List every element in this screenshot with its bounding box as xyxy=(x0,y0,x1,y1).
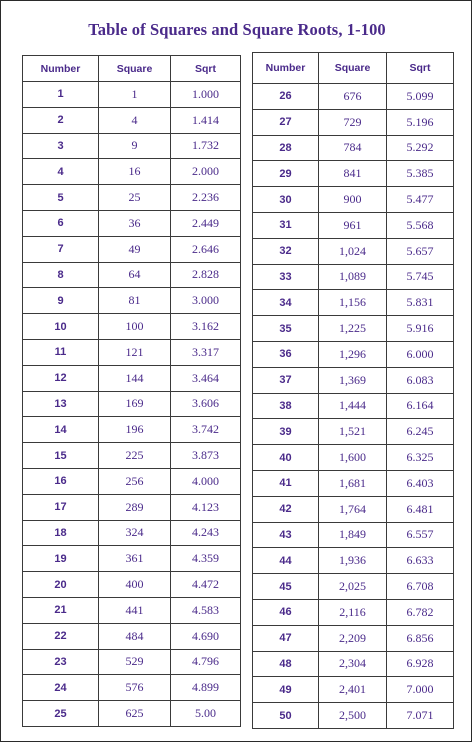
table-row xyxy=(253,703,454,729)
sqrt-cell: 5.196 xyxy=(387,109,454,135)
table-row xyxy=(253,522,454,548)
table-row xyxy=(253,290,454,316)
square-cell: 900 xyxy=(319,187,387,213)
number-cell: 11 xyxy=(23,339,99,365)
header-square: Square xyxy=(319,53,387,84)
sqrt-cell: 6.782 xyxy=(387,599,454,625)
sqrt-cell: 2.449 xyxy=(171,210,241,236)
square-cell: 16 xyxy=(99,159,171,185)
header-number: Number xyxy=(23,56,99,82)
sqrt-cell: 5.477 xyxy=(387,187,454,213)
table-row xyxy=(253,238,454,264)
sqrt-cell: 4.583 xyxy=(171,597,241,623)
sqrt-cell: 5.568 xyxy=(387,212,454,238)
table-row xyxy=(23,468,241,494)
table-row xyxy=(23,262,241,288)
sqrt-cell: 4.243 xyxy=(171,520,241,546)
square-cell: 225 xyxy=(99,443,171,469)
sqrt-cell: 6.325 xyxy=(387,445,454,471)
number-cell: 49 xyxy=(253,677,319,703)
number-cell: 13 xyxy=(23,391,99,417)
number-cell: 39 xyxy=(253,419,319,445)
square-cell: 289 xyxy=(99,494,171,520)
number-cell: 36 xyxy=(253,341,319,367)
table-row xyxy=(23,365,241,391)
number-cell: 34 xyxy=(253,290,319,316)
table-header-row xyxy=(23,56,241,82)
square-cell: 529 xyxy=(99,649,171,675)
square-cell: 676 xyxy=(319,84,387,110)
number-cell: 22 xyxy=(23,623,99,649)
square-cell: 9 xyxy=(99,133,171,159)
square-cell: 1,444 xyxy=(319,393,387,419)
table-row xyxy=(253,393,454,419)
square-cell: 25 xyxy=(99,185,171,211)
number-cell: 45 xyxy=(253,574,319,600)
number-cell: 28 xyxy=(253,135,319,161)
table-row xyxy=(23,675,241,701)
number-cell: 25 xyxy=(23,701,99,727)
header-sqrt: Sqrt xyxy=(171,56,241,82)
sqrt-cell: 5.099 xyxy=(387,84,454,110)
square-cell: 1,936 xyxy=(319,548,387,574)
number-cell: 7 xyxy=(23,236,99,262)
square-cell: 256 xyxy=(99,468,171,494)
sqrt-cell: 6.083 xyxy=(387,367,454,393)
sqrt-cell: 6.557 xyxy=(387,522,454,548)
sqrt-cell: 5.385 xyxy=(387,161,454,187)
sqrt-cell: 1.732 xyxy=(171,133,241,159)
square-cell: 2,500 xyxy=(319,703,387,729)
number-cell: 14 xyxy=(23,417,99,443)
sqrt-cell: 5.00 xyxy=(171,701,241,727)
number-cell: 20 xyxy=(23,572,99,598)
number-cell: 15 xyxy=(23,443,99,469)
table-row xyxy=(253,84,454,110)
sqrt-cell: 6.481 xyxy=(387,496,454,522)
square-cell: 1,521 xyxy=(319,419,387,445)
number-cell: 35 xyxy=(253,316,319,342)
sqrt-cell: 4.472 xyxy=(171,572,241,598)
table-row xyxy=(23,159,241,185)
sqrt-cell: 3.000 xyxy=(171,288,241,314)
table-row xyxy=(253,445,454,471)
square-cell: 324 xyxy=(99,520,171,546)
table-row xyxy=(253,651,454,677)
table-row xyxy=(253,109,454,135)
table-header-row xyxy=(253,53,454,84)
table-row xyxy=(253,625,454,651)
number-cell: 5 xyxy=(23,185,99,211)
table-row xyxy=(23,520,241,546)
squares-table-left xyxy=(22,55,241,727)
number-cell: 47 xyxy=(253,625,319,651)
sqrt-cell: 6.403 xyxy=(387,470,454,496)
table-row xyxy=(23,623,241,649)
sqrt-cell: 2.828 xyxy=(171,262,241,288)
number-cell: 31 xyxy=(253,212,319,238)
number-cell: 50 xyxy=(253,703,319,729)
left-table-body xyxy=(23,82,241,727)
number-cell: 37 xyxy=(253,367,319,393)
square-cell: 1,156 xyxy=(319,290,387,316)
table-row xyxy=(253,161,454,187)
number-cell: 23 xyxy=(23,649,99,675)
number-cell: 24 xyxy=(23,675,99,701)
square-cell: 1,764 xyxy=(319,496,387,522)
table-row xyxy=(23,210,241,236)
square-cell: 576 xyxy=(99,675,171,701)
table-row xyxy=(253,264,454,290)
sqrt-cell: 2.646 xyxy=(171,236,241,262)
square-cell: 144 xyxy=(99,365,171,391)
number-cell: 48 xyxy=(253,651,319,677)
right-table-body xyxy=(253,84,454,729)
square-cell: 1,296 xyxy=(319,341,387,367)
squares-table-right xyxy=(252,52,454,729)
square-cell: 961 xyxy=(319,212,387,238)
table-row xyxy=(253,574,454,600)
table-row xyxy=(253,316,454,342)
sqrt-cell: 6.633 xyxy=(387,548,454,574)
number-cell: 21 xyxy=(23,597,99,623)
square-cell: 441 xyxy=(99,597,171,623)
sqrt-cell: 6.164 xyxy=(387,393,454,419)
square-cell: 400 xyxy=(99,572,171,598)
square-cell: 484 xyxy=(99,623,171,649)
square-cell: 2,209 xyxy=(319,625,387,651)
table-row xyxy=(253,212,454,238)
table-row xyxy=(253,677,454,703)
table-row xyxy=(23,649,241,675)
square-cell: 4 xyxy=(99,107,171,133)
table-row xyxy=(23,133,241,159)
number-cell: 17 xyxy=(23,494,99,520)
sqrt-cell: 2.000 xyxy=(171,159,241,185)
number-cell: 26 xyxy=(253,84,319,110)
number-cell: 12 xyxy=(23,365,99,391)
sqrt-cell: 2.236 xyxy=(171,185,241,211)
number-cell: 9 xyxy=(23,288,99,314)
sqrt-cell: 4.000 xyxy=(171,468,241,494)
number-cell: 4 xyxy=(23,159,99,185)
number-cell: 46 xyxy=(253,599,319,625)
number-cell: 2 xyxy=(23,107,99,133)
table-row xyxy=(253,341,454,367)
square-cell: 1,849 xyxy=(319,522,387,548)
sqrt-cell: 1.414 xyxy=(171,107,241,133)
table-row xyxy=(253,496,454,522)
square-cell: 100 xyxy=(99,314,171,340)
sqrt-cell: 3.742 xyxy=(171,417,241,443)
table-row xyxy=(23,572,241,598)
sqrt-cell: 5.916 xyxy=(387,316,454,342)
table-row xyxy=(23,236,241,262)
table-row xyxy=(23,391,241,417)
sqrt-cell: 3.317 xyxy=(171,339,241,365)
square-cell: 2,401 xyxy=(319,677,387,703)
page-title: Table of Squares and Square Roots, 1-100 xyxy=(88,20,386,39)
number-cell: 38 xyxy=(253,393,319,419)
table-row xyxy=(23,107,241,133)
table-row xyxy=(23,185,241,211)
square-cell: 1 xyxy=(99,82,171,108)
number-cell: 43 xyxy=(253,522,319,548)
table-row xyxy=(253,470,454,496)
square-cell: 49 xyxy=(99,236,171,262)
table-row xyxy=(253,367,454,393)
square-cell: 81 xyxy=(99,288,171,314)
table-row xyxy=(23,546,241,572)
table-row xyxy=(23,597,241,623)
table-row xyxy=(23,314,241,340)
sqrt-cell: 3.464 xyxy=(171,365,241,391)
number-cell: 3 xyxy=(23,133,99,159)
square-cell: 1,369 xyxy=(319,367,387,393)
sqrt-cell: 4.796 xyxy=(171,649,241,675)
number-cell: 19 xyxy=(23,546,99,572)
header-square: Square xyxy=(99,56,171,82)
square-cell: 361 xyxy=(99,546,171,572)
sqrt-cell: 3.162 xyxy=(171,314,241,340)
table-row xyxy=(23,494,241,520)
sqrt-cell: 4.690 xyxy=(171,623,241,649)
sqrt-cell: 7.071 xyxy=(387,703,454,729)
number-cell: 40 xyxy=(253,445,319,471)
sqrt-cell: 3.873 xyxy=(171,443,241,469)
square-cell: 64 xyxy=(99,262,171,288)
header-number: Number xyxy=(253,53,319,84)
sqrt-cell: 5.292 xyxy=(387,135,454,161)
header-sqrt: Sqrt xyxy=(387,53,454,84)
number-cell: 27 xyxy=(253,109,319,135)
square-cell: 2,025 xyxy=(319,574,387,600)
number-cell: 41 xyxy=(253,470,319,496)
number-cell: 18 xyxy=(23,520,99,546)
sqrt-cell: 6.928 xyxy=(387,651,454,677)
sqrt-cell: 6.708 xyxy=(387,574,454,600)
sqrt-cell: 4.899 xyxy=(171,675,241,701)
number-cell: 16 xyxy=(23,468,99,494)
table-row xyxy=(253,548,454,574)
sqrt-cell: 5.745 xyxy=(387,264,454,290)
table-row xyxy=(253,599,454,625)
table-row xyxy=(23,701,241,727)
table-row xyxy=(253,187,454,213)
square-cell: 1,024 xyxy=(319,238,387,264)
square-cell: 784 xyxy=(319,135,387,161)
number-cell: 10 xyxy=(23,314,99,340)
sqrt-cell: 3.606 xyxy=(171,391,241,417)
square-cell: 36 xyxy=(99,210,171,236)
number-cell: 44 xyxy=(253,548,319,574)
number-cell: 32 xyxy=(253,238,319,264)
sqrt-cell: 5.831 xyxy=(387,290,454,316)
number-cell: 6 xyxy=(23,210,99,236)
sqrt-cell: 4.123 xyxy=(171,494,241,520)
sqrt-cell: 6.245 xyxy=(387,419,454,445)
square-cell: 169 xyxy=(99,391,171,417)
square-cell: 729 xyxy=(319,109,387,135)
sqrt-cell: 7.000 xyxy=(387,677,454,703)
sqrt-cell: 6.000 xyxy=(387,341,454,367)
sqrt-cell: 1.000 xyxy=(171,82,241,108)
sqrt-cell: 4.359 xyxy=(171,546,241,572)
square-cell: 196 xyxy=(99,417,171,443)
square-cell: 625 xyxy=(99,701,171,727)
square-cell: 1,681 xyxy=(319,470,387,496)
table-row xyxy=(23,443,241,469)
sqrt-cell: 6.856 xyxy=(387,625,454,651)
sqrt-cell: 5.657 xyxy=(387,238,454,264)
table-row xyxy=(23,417,241,443)
square-cell: 2,304 xyxy=(319,651,387,677)
square-cell: 1,225 xyxy=(319,316,387,342)
number-cell: 42 xyxy=(253,496,319,522)
square-cell: 1,089 xyxy=(319,264,387,290)
number-cell: 1 xyxy=(23,82,99,108)
number-cell: 30 xyxy=(253,187,319,213)
table-row xyxy=(23,82,241,108)
number-cell: 29 xyxy=(253,161,319,187)
table-row xyxy=(253,419,454,445)
square-cell: 121 xyxy=(99,339,171,365)
square-cell: 1,600 xyxy=(319,445,387,471)
number-cell: 8 xyxy=(23,262,99,288)
table-row xyxy=(23,339,241,365)
table-row xyxy=(253,135,454,161)
table-row xyxy=(23,288,241,314)
square-cell: 841 xyxy=(319,161,387,187)
number-cell: 33 xyxy=(253,264,319,290)
square-cell: 2,116 xyxy=(319,599,387,625)
